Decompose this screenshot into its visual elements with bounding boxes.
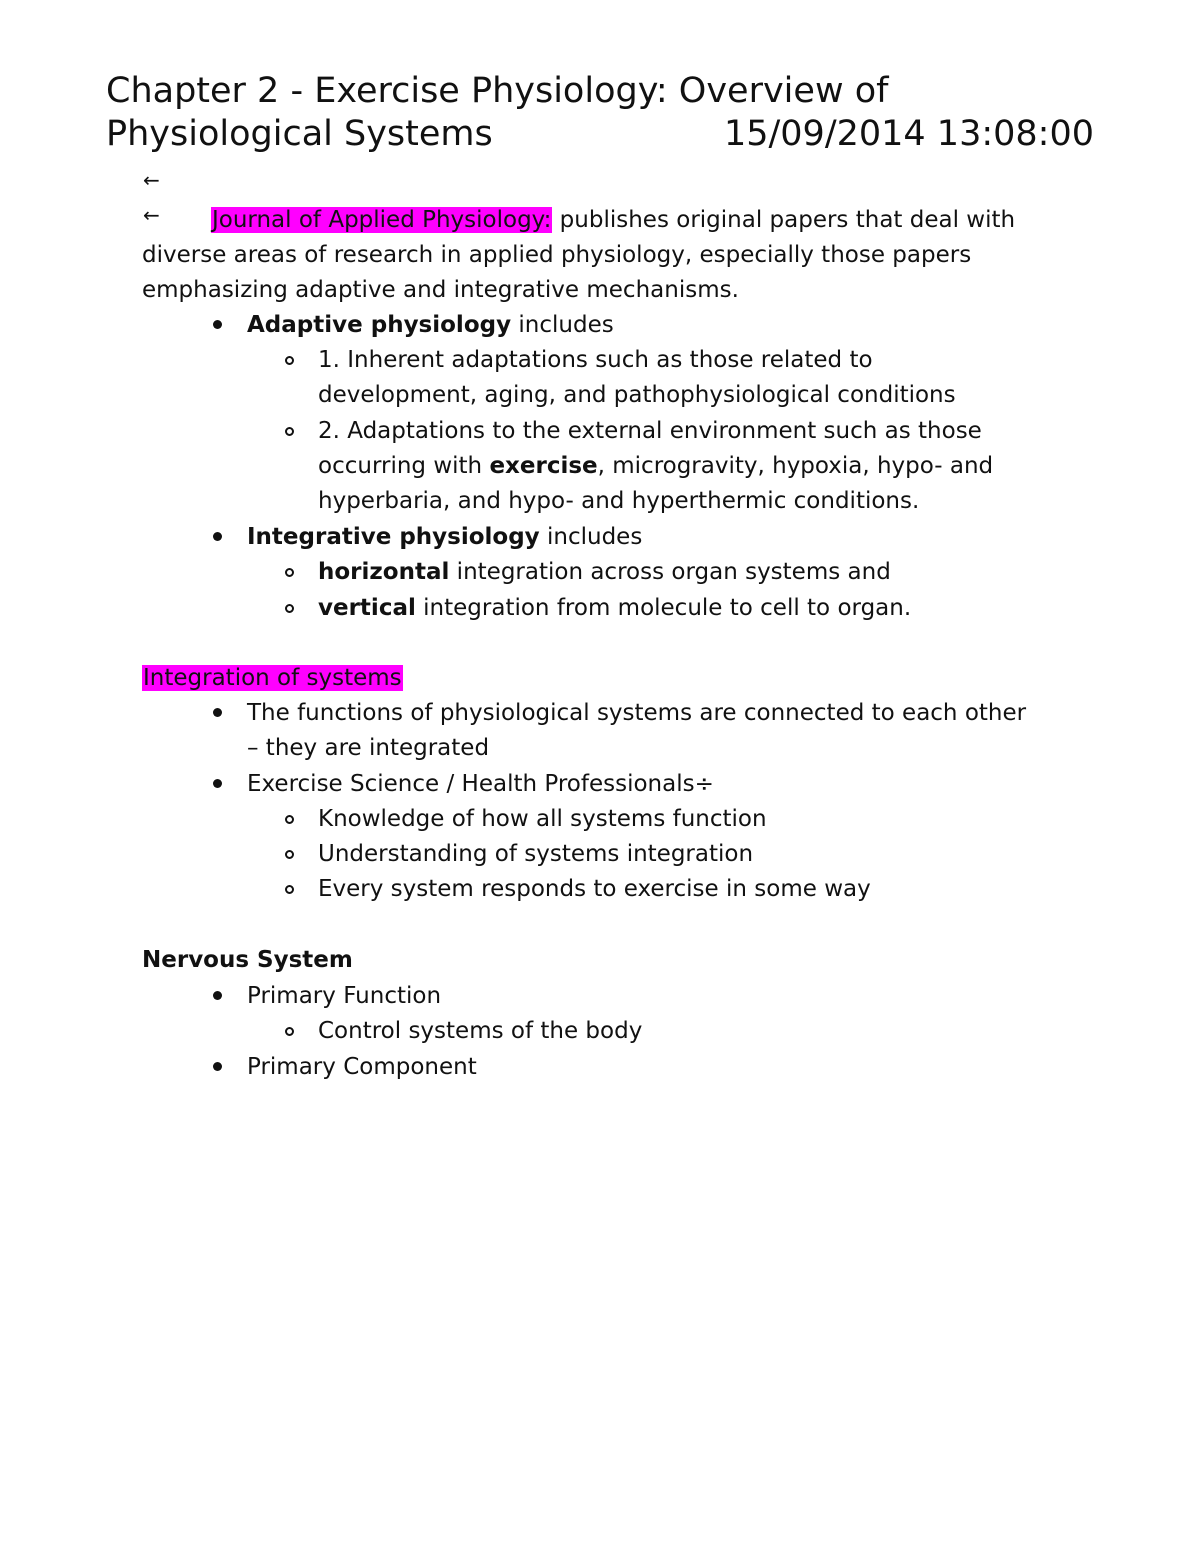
nervous-sub-1: Control systems of the body <box>318 1018 643 1044</box>
bullet-icon <box>213 708 222 717</box>
sub-bullet-icon <box>285 427 294 436</box>
adaptive-item-1-line-1: 1. Inherent adaptations such as those related to <box>318 347 873 373</box>
adaptive-item-2-line-2 <box>318 449 1058 484</box>
horizontal-description: integration across organ systems and <box>449 559 891 585</box>
adaptive-item-1-line-2: development, aging, and pathophysiological conditions <box>318 382 956 408</box>
nervous-bullet-1: Primary Function <box>247 983 442 1009</box>
horizontal-integration-item <box>318 555 1058 590</box>
adaptive-item-2-line-1: 2. Adaptations to the external environment such as those <box>318 418 982 444</box>
adaptive-item-2-line-3: hyperbaria, and hypo- and hyperthermic conditions. <box>318 488 920 514</box>
title-line-1: Chapter 2 - Exercise Physiology: Overview of <box>106 71 889 111</box>
integration-bullet-1-line-1: The functions of physiological systems are connected to each other <box>247 700 1027 726</box>
adaptive-includes: includes <box>511 312 614 338</box>
integrative-physiology-term: Integrative physiology <box>247 524 540 550</box>
adaptive-physiology-item <box>247 308 1067 343</box>
journal-line-3: emphasizing adaptive and integrative mechanisms. <box>142 277 739 303</box>
bullet-icon <box>213 320 222 329</box>
bullet-icon <box>213 779 222 788</box>
exercise-term: exercise <box>489 453 598 479</box>
adaptive-item-2-post: , microgravity, hypoxia, hypo- and <box>597 453 994 479</box>
integrative-includes: includes <box>539 524 643 550</box>
left-arrow-icon: ← <box>143 203 160 227</box>
adaptive-physiology-term: Adaptive physiology <box>247 312 512 338</box>
sub-bullet-icon <box>285 568 294 577</box>
sub-bullet-icon <box>285 850 294 859</box>
sub-bullet-icon <box>285 604 294 613</box>
sub-bullet-icon <box>285 1027 294 1036</box>
nervous-bullet-2: Primary Component <box>247 1054 477 1080</box>
vertical-term: vertical <box>318 595 416 621</box>
integrative-physiology-item <box>247 520 1067 555</box>
bullet-icon <box>213 1062 222 1071</box>
sub-bullet-icon <box>285 356 294 365</box>
adaptive-item-2-pre: occurring with <box>318 453 490 479</box>
nervous-system-heading: Nervous System <box>142 947 353 973</box>
integration-heading-text: Integration of systems <box>143 665 402 691</box>
bullet-icon <box>213 532 222 541</box>
integration-sub-1: Knowledge of how all systems function <box>318 806 767 832</box>
integration-bullet-1-line-2: – they are integrated <box>247 735 490 761</box>
journal-description: publishes original papers that deal with <box>552 207 1016 233</box>
journal-line-1 <box>211 203 1111 238</box>
journal-line-2: diverse areas of research in applied physiology, especially those papers <box>142 242 972 268</box>
left-arrow-icon: ← <box>143 168 160 192</box>
sub-bullet-icon <box>285 885 294 894</box>
integration-sub-2: Understanding of systems integration <box>318 841 754 867</box>
sub-bullet-icon <box>285 815 294 824</box>
vertical-description: integration from molecule to cell to organ. <box>415 595 912 621</box>
document-title <box>106 70 1166 156</box>
title-subject: Physiological Systems <box>106 114 493 154</box>
title-line-2 <box>106 113 1094 156</box>
title-timestamp: 15/09/2014 13:08:00 <box>723 114 1094 154</box>
integration-bullet-2: Exercise Science / Health Professionals÷ <box>247 771 714 797</box>
integration-sub-3: Every system responds to exercise in some way <box>318 876 871 902</box>
journal-highlight: Journal of Applied Physiology: <box>212 207 552 233</box>
horizontal-term: horizontal <box>318 559 450 585</box>
vertical-integration-item <box>318 591 1058 626</box>
bullet-icon <box>213 991 222 1000</box>
integration-heading <box>142 661 403 696</box>
